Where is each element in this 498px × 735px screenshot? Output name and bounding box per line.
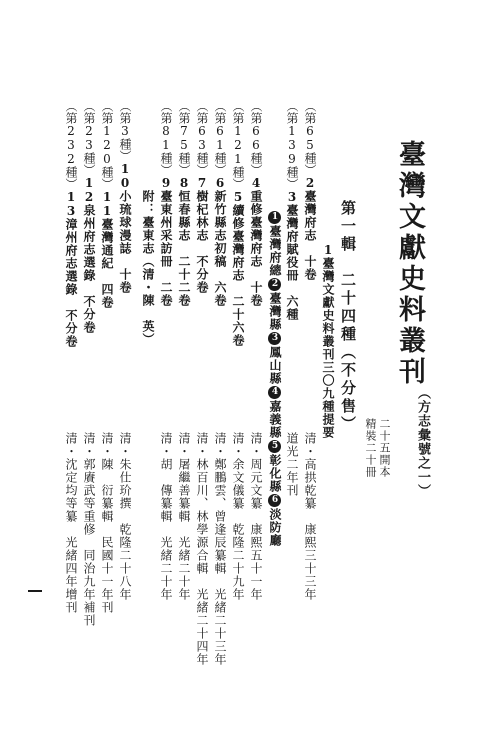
entry-2 — [304, 100, 316, 281]
entry-number: 13 — [64, 190, 78, 218]
entry-content: 樹杞林志 不分卷 — [195, 190, 209, 294]
entry-6-author: 清・鄭鵬雲、曾逢辰纂輯 光緒二十三年 — [213, 432, 227, 666]
entry-3 — [286, 100, 298, 321]
entry-ref: （第139種） — [285, 100, 299, 190]
entry-number: 3 — [285, 190, 299, 204]
entry-10-author: 清・朱仕玠撰 乾隆二十八年 — [118, 432, 132, 601]
circle-number-6: 6 — [270, 495, 280, 506]
entry-11 — [101, 100, 113, 309]
entry-ref: （第232種） — [64, 100, 78, 190]
entry-content: 新竹縣志初稿 六卷 — [213, 190, 227, 307]
entry-number: 7 — [195, 176, 209, 190]
entry-content: 臺灣府志 十卷 — [303, 190, 317, 281]
entry-13 — [65, 100, 77, 348]
page-number-mark — [28, 590, 42, 592]
entry-ref: （第121種） — [231, 100, 245, 190]
circle-number-2: 2 — [270, 279, 280, 290]
entry-8 — [178, 100, 190, 307]
entry-ref: （第66種） — [249, 100, 263, 176]
entry-9 — [160, 100, 172, 307]
entry-content: 臺東州采訪冊 二卷 — [159, 190, 173, 307]
entry-5 — [232, 100, 244, 347]
appendix-content: 附：臺東志（清・陳 英） — [141, 190, 155, 346]
district-sub-list — [268, 210, 281, 547]
entry-4 — [250, 100, 262, 307]
entry-8-author: 清・屠繼善纂輯 光緒二十年 — [177, 432, 191, 601]
publication-format: 二十五開本 — [378, 418, 391, 478]
entry-ref: （第81種） — [159, 100, 173, 176]
circle-number-3: 3 — [270, 333, 280, 344]
entry-number: 9 — [159, 176, 173, 190]
district-name: 彰化縣 — [268, 454, 282, 493]
entry-13-author: 清・沈定均等纂 光緒四年增刊 — [64, 432, 78, 614]
entry-content: 臺灣府賦役冊 六種 — [285, 204, 299, 321]
entry-ref: （第75種） — [177, 100, 191, 176]
publication-volumes: 精裝二十冊 — [364, 418, 377, 478]
entry-content: 恒春縣志 二十二卷 — [177, 190, 191, 307]
entry-number: 8 — [177, 176, 191, 190]
district-name: 臺灣縣 — [268, 292, 282, 331]
series-label: 第一輯 二十四種（不分售） — [339, 200, 357, 434]
circle-number-4: 4 — [270, 387, 280, 398]
entry-number: 5 — [231, 190, 245, 204]
entry-7 — [196, 100, 208, 294]
entry-12-author: 清・郭賡武等重修 同治九年補刊 — [82, 432, 96, 627]
entry-number: 4 — [249, 176, 263, 190]
entry-content: 漳州府志選錄 不分卷 — [64, 218, 78, 348]
entry-content: 臺灣通紀 四卷 — [100, 218, 114, 309]
district-name: 鳳山縣 — [268, 346, 282, 385]
circle-number-5: 5 — [270, 441, 280, 452]
district-name: 淡防廳 — [268, 508, 282, 547]
entry-number: 12 — [82, 176, 96, 204]
entry-number: 1 — [321, 243, 335, 257]
circle-number-1: 1 — [270, 212, 280, 223]
entry-number: 10 — [118, 162, 132, 190]
entry-number: 2 — [303, 176, 317, 190]
appendix-line — [142, 190, 154, 346]
entry-content: 泉州府志選錄 不分卷 — [82, 204, 96, 334]
entry-1 — [322, 243, 334, 439]
entry-number: 11 — [100, 190, 114, 218]
entry-number: 6 — [213, 176, 227, 190]
entry-6 — [214, 100, 226, 307]
entry-ref: （第120種） — [100, 100, 114, 190]
district-name: 嘉義縣 — [268, 400, 282, 439]
book-subtitle: （方志彙號之一） — [415, 386, 430, 498]
entry-2-author: 清・高拱乾纂 康熙三十三年 — [303, 432, 317, 601]
entry-content: 臺灣文獻史料叢刊三〇九種提要 — [321, 257, 335, 439]
entry-ref: （第65種） — [303, 100, 317, 176]
entry-7-author: 清・林百川、林學源合輯 光緒二十四年 — [195, 432, 209, 666]
entry-ref: （第23種） — [82, 100, 96, 176]
entry-content: 小琉球漫誌 十卷 — [118, 190, 132, 294]
entry-4-author: 清・周元文纂 康熙五十一年 — [249, 432, 263, 601]
entry-11-author: 清・陳 衍纂輯 民國十一年刊 — [100, 432, 114, 614]
entry-ref: （第61種） — [213, 100, 227, 176]
entry-3-author: 道光二年刊 — [285, 432, 299, 497]
entry-5-author: 清・余文儀纂 乾隆二十九年 — [231, 432, 245, 601]
entry-10 — [119, 100, 131, 294]
book-title: 臺灣文獻史料叢刊 — [394, 140, 425, 388]
entry-ref: （第63種） — [195, 100, 209, 176]
entry-ref: （第3種） — [118, 100, 132, 162]
publication-info — [362, 418, 390, 478]
entry-12 — [83, 100, 95, 334]
entry-content: 續修臺灣府志 二十六卷 — [231, 204, 245, 347]
entry-9-author: 清・胡 傳纂輯 光緒二十年 — [159, 432, 173, 601]
district-name: 臺灣府總 — [268, 225, 282, 277]
entry-content: 重修臺灣府志 十卷 — [249, 190, 263, 307]
